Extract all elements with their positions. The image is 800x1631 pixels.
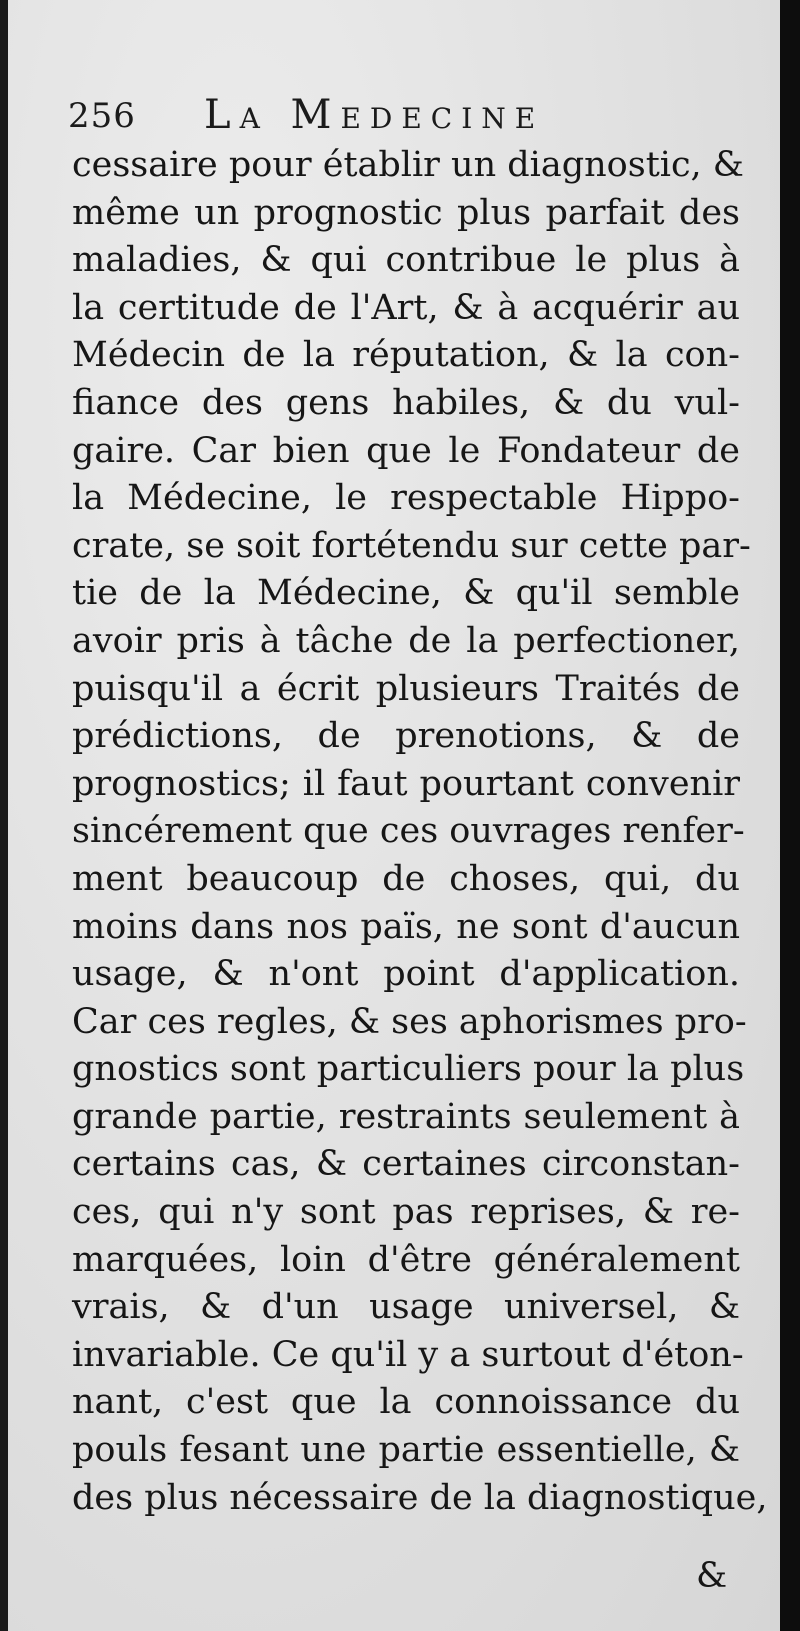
text-line: fiance des gens habiles, & du vul-	[72, 382, 740, 423]
text-line: pouls fesant une partie essentielle, &	[72, 1430, 740, 1471]
text-line: usage, & n'ont point d'application.	[72, 954, 740, 995]
text-line: grande partie, restraints seulement à	[72, 1096, 740, 1137]
text-line: ces, qui n'y sont pas reprises, & re-	[72, 1192, 740, 1233]
text-line: tie de la Médecine, & qu'il semble	[72, 573, 740, 614]
text-line: maladies, & qui contribue le plus à	[72, 240, 740, 281]
page-number: 256	[68, 96, 136, 136]
text-line: crate, se soit fortétendu sur cette par-	[72, 525, 751, 566]
text-line: Car ces regles, & ses aphorismes pro-	[72, 1001, 747, 1042]
page-header	[68, 92, 628, 140]
text-line: même un prognostic plus parfait des	[72, 192, 740, 233]
text-line: Médecin de la réputation, & la con-	[72, 335, 740, 376]
text-line: prédictions, de prenotions, & de	[72, 716, 740, 757]
text-line: des plus nécessaire de la diagnostique,	[72, 1477, 768, 1518]
text-line: sincérement que ces ouvrages renfer-	[72, 811, 745, 852]
running-title: La Medecine	[204, 92, 545, 138]
text-line: invariable. Ce qu'il y a surtout d'éton-	[72, 1334, 744, 1375]
text-line: la Médecine, le respectable Hippo-	[72, 478, 740, 519]
book-page	[8, 0, 780, 1631]
text-line: la certitude de l'Art, & à acquérir au	[72, 287, 740, 328]
page-edge-shadow	[780, 0, 800, 1631]
text-line: nant, c'est que la connoissance du	[72, 1382, 740, 1423]
text-line: gnostics sont particuliers pour la plus	[72, 1049, 745, 1090]
text-line: puisqu'il a écrit plusieurs Traités de	[72, 668, 740, 709]
text-line: marquées, loin d'être généralement	[72, 1239, 740, 1280]
text-line: moins dans nos païs, ne sont d'aucun	[72, 906, 740, 947]
catchword: &	[696, 1556, 728, 1596]
text-line: prognostics; il faut pourtant convenir	[72, 763, 740, 804]
text-line: ment beaucoup de choses, qui, du	[72, 858, 740, 899]
text-line: gaire. Car bien que le Fondateur de	[72, 430, 740, 471]
body-text	[72, 142, 768, 1522]
text-line: certains cas, & certaines circonstan-	[72, 1144, 740, 1185]
text-line: vrais, & d'un usage universel, &	[72, 1287, 740, 1328]
text-line: avoir pris à tâche de la perfectioner,	[72, 620, 740, 661]
text-line: cessaire pour établir un diagnostic, &	[72, 145, 744, 185]
